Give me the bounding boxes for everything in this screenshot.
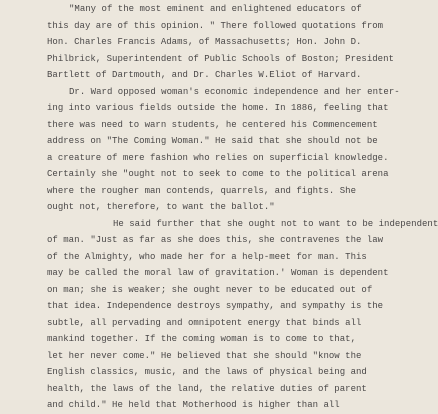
text-line: of the Almighty, who made her for a help-meet for man. This (47, 251, 367, 262)
text-line: ought not, therefore, to want the ballot." (47, 202, 275, 212)
text-line: ing into various fields outside the home. In 1886, feeling that (47, 103, 389, 113)
text-line: there was need to warn students, he centered his Commencement (47, 119, 378, 130)
text-line: and child." He held that Motherhood is higher than all (47, 400, 340, 410)
text-line: "Many of the most eminent and enlightened educators of (69, 4, 362, 14)
text-line: health, the laws of the land, the relative duties of parent (47, 383, 367, 394)
text-line: mankind together. If the coming woman is to come to that, (47, 334, 356, 344)
text-line: Certainly she "ought not to seek to come to the political arena (47, 169, 389, 179)
text-line: Bartlett of Dartmouth, and Dr. Charles W.Eliot of Harvard. (47, 70, 362, 80)
text-line: Hon. Charles Francis Adams, of Massachusetts; Hon. John D. (47, 37, 362, 47)
text-line: let her never come." He believed that she should "know the (47, 350, 362, 361)
typed-text-body (47, 1, 438, 414)
text-line: address on "The Coming Woman." He said that she should not be (47, 136, 378, 146)
text-line: English classics, music, and the laws of physical being and (47, 367, 367, 377)
text-line: He said further that she ought not to want to be independent (113, 218, 438, 229)
text-line: this day are of this opinion. " There followed quotations from (47, 20, 384, 31)
text-line: subtle, all pervading and omnipotent energy that binds all (47, 317, 362, 328)
text-line: that idea. Independence destroys sympathy, and sympathy is the (47, 301, 384, 311)
text-line: of man. "Just as far as she does this, she contravenes the law (47, 235, 384, 245)
text-line: Dr. Ward opposed woman's economic independence and her enter- (69, 86, 400, 97)
text-line: may be called the moral law of gravitation.' Woman is dependent (47, 268, 389, 278)
text-line: where the rougher man contends, quarrels, and fights. She (47, 185, 356, 196)
text-line: Philbrick, Superintendent of Public Schools of Boston; President (47, 53, 394, 64)
text-line: on man; she is weaker; she ought never to be educated out of (47, 284, 373, 295)
text-line: a creature of mere fashion who relies on superficial knowledge. (47, 152, 389, 163)
